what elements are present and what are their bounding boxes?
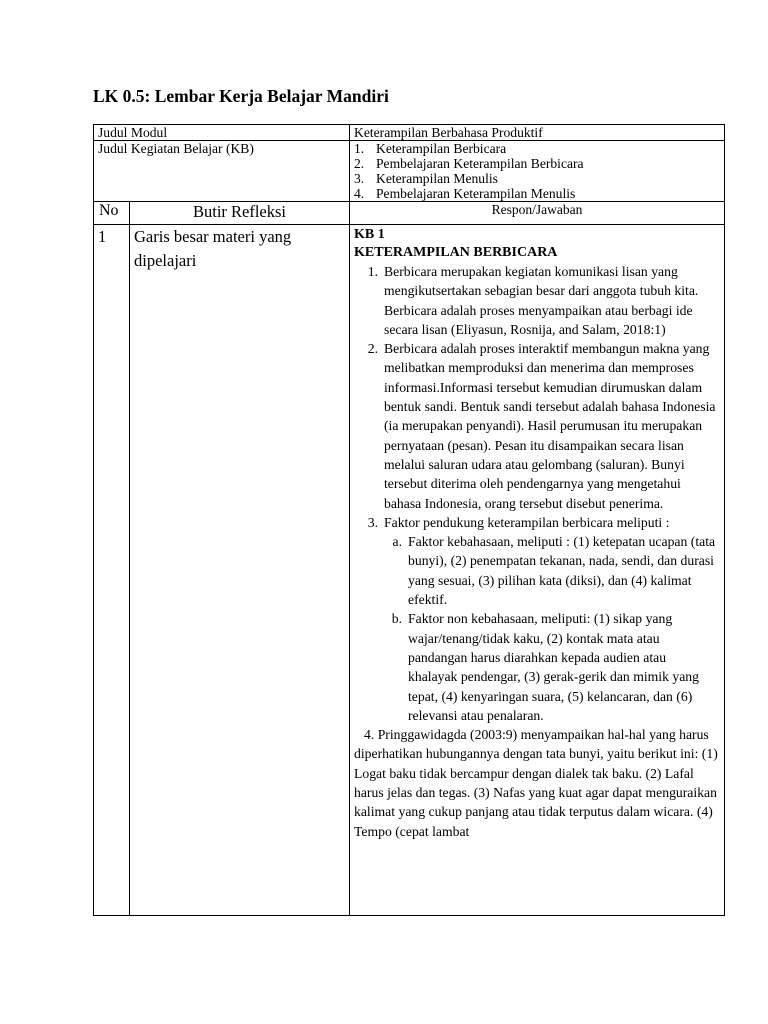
- module-label: Judul Modul: [94, 125, 350, 141]
- list-item: [354, 339, 718, 513]
- kb-list-item: [354, 186, 724, 201]
- list-text: Keterampilan Berbicara: [376, 141, 507, 156]
- module-row: [94, 125, 725, 141]
- header-row: [94, 202, 725, 225]
- list-text: Keterampilan Menulis: [376, 171, 498, 186]
- list-number: 1.: [354, 141, 365, 156]
- sub-list-text: Faktor kebahasaan, meliputi : (1) ketepatan ucapan (tata bunyi), (2) penempatan tekanan, nada, sendi, dan durasi yang sesuai, (3) pilihan kata (diksi), dan (4) kalimat efektif.: [408, 534, 716, 608]
- list-item: [354, 262, 718, 339]
- page-title: LK 0.5: Lembar Kerja Belajar Mandiri: [93, 86, 389, 106]
- list-text: Pringgawidagda (2003:9) menyampaikan hal-hal yang harus diperhatikan hubungannya dengan tata bunyi, yaitu berikut ini: (1) Logat baku tidak bercampur dengan dialek tak baku. (2) Lafal harus jelas dan tegas. (3) Nafas yang kuat agar dapat menguraikan kalimat yang cukup panjang atau tidak terputus dalam wicara. (4) Tempo (cepat lambat: [354, 727, 718, 839]
- kb-list-item: [354, 171, 724, 186]
- kb-title: KETERAMPILAN BERBICARA: [354, 245, 558, 260]
- sub-list-letter: a.: [392, 534, 402, 550]
- list-item: [354, 725, 718, 841]
- module-value: Keterampilan Berbahasa Produktif: [350, 125, 725, 141]
- kb-list-item: [354, 156, 724, 171]
- list-number: 2.: [367, 341, 378, 357]
- header-no: No: [94, 202, 130, 225]
- row-number: 1: [94, 225, 130, 916]
- list-text: Pembelajaran Keterampilan Berbicara: [376, 156, 584, 171]
- list-number: 4.: [364, 727, 375, 743]
- list-text: Pembelajaran Keterampilan Menulis: [376, 186, 576, 201]
- response-cell: [350, 225, 725, 916]
- kb-list-item: [354, 141, 724, 156]
- reflection-item: Garis besar materi yang dipelajari: [130, 225, 350, 916]
- sub-list-item: [384, 532, 718, 609]
- header-respon: Respon/Jawaban: [350, 202, 725, 225]
- list-number: 2.: [354, 156, 365, 171]
- header-butir: Butir Refleksi: [130, 202, 350, 225]
- kb-list-cell: [350, 141, 725, 202]
- list-text: Berbicara adalah proses interaktif membangun makna yang melibatkan memproduksi dan menerima dan memproses informasi.Informasi tersebut kemudian dirumuskan dalam bentuk sandi. Bentuk sandi tersebut adalah bahasa Indonesia (ia merupakan penyandi). Hasil perumusan itu merupakan pernyataan (pesan). Pesan itu disampaikan secara lisan melalui saluran udara atau gelombang (saluran). Bunyi tersebut diterima oleh pendengarnya yang mengetahui bahasa Indonesia, orang tersebut disebut penerima.: [384, 341, 716, 511]
- sub-list-item: [384, 609, 718, 725]
- kb-heading: KB 1: [354, 227, 385, 242]
- sub-list-text: Faktor non kebahasaan, meliputi: (1) sikap yang wajar/tenang/tidak kaku, (2) kontak mata atau pandangan harus diarahkan kepada audien atau khalayak pendengar, (3) gerak-gerik dan mimik yang tepat, (4) kenyaringan suara, (5) kelancaran, dan (6) relevansi atau penalaran.: [408, 611, 699, 723]
- list-number: 4.: [354, 186, 365, 201]
- list-text: Faktor pendukung keterampilan berbicara meliputi :: [384, 514, 670, 530]
- list-number: 3.: [367, 514, 378, 530]
- list-item: [354, 513, 718, 725]
- list-number: 3.: [354, 171, 365, 186]
- worksheet-table: [93, 124, 725, 916]
- sub-list-letter: b.: [391, 611, 402, 627]
- reflection-row: [94, 225, 725, 916]
- kb-row: [94, 141, 725, 202]
- list-number: 1.: [367, 264, 378, 279]
- kb-label: Judul Kegiatan Belajar (KB): [94, 141, 350, 202]
- list-item-content: [384, 513, 718, 725]
- kb-list: [354, 141, 724, 201]
- list-text: Berbicara merupakan kegiatan komunikasi lisan yang mengikutsertakan sebagian besar dari anggota tubuh kita. Berbicara adalah proses menyampaikan atau berbagi ide secara lisan (Eliyasun, Rosnija, and Salam, 2018:1): [384, 264, 699, 337]
